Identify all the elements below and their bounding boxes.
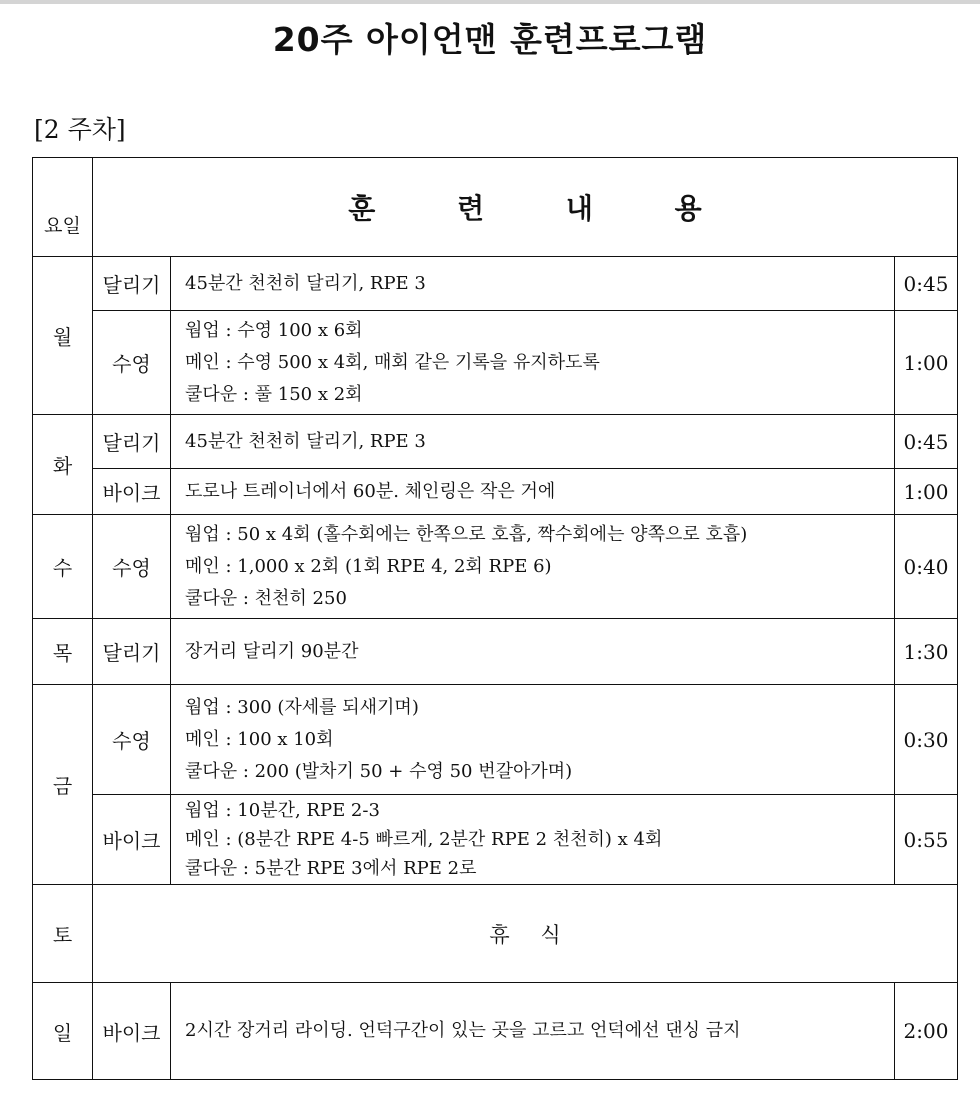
- content-line: 쿨다운 : 천천히 250: [185, 587, 347, 609]
- table-row: [33, 257, 958, 311]
- content-line: 쿨다운 : 200 (발차기 50 + 수영 50 번갈아가며): [185, 760, 573, 782]
- table-row: [33, 885, 958, 983]
- content-line: 45분간 천천히 달리기, RPE 3: [185, 272, 426, 294]
- time-cell: 0:45: [895, 415, 958, 469]
- content-line: 메인 : 1,000 x 2회 (1회 RPE 4, 2회 RPE 6): [185, 555, 552, 577]
- time-cell: 0:30: [895, 685, 958, 795]
- time-cell: 0:55: [895, 795, 958, 885]
- content-line: 쿨다운 : 풀 150 x 2회: [185, 383, 363, 405]
- day-cell: 월: [33, 257, 93, 415]
- day-cell: 수: [33, 515, 93, 619]
- content-cell: [171, 515, 895, 619]
- training-table: [32, 157, 958, 1080]
- content-line: 웜업 : 300 (자세를 되새기며): [185, 696, 419, 718]
- sport-cell: 수영: [93, 311, 171, 415]
- day-cell: 토: [33, 885, 93, 983]
- sport-cell: 수영: [93, 685, 171, 795]
- sport-cell: 바이크: [93, 983, 171, 1080]
- day-cell: 화: [33, 415, 93, 515]
- content-line: 웜업 : 10분간, RPE 2-3: [185, 800, 380, 821]
- document-title: 20주 아이언맨 훈련프로그램: [272, 20, 708, 59]
- day-cell: 금: [33, 685, 93, 885]
- content-line: 2시간 장거리 라이딩. 언덕구간이 있는 곳을 고르고 언덕에선 댄싱 금지: [185, 1020, 741, 1041]
- content-cell: [171, 469, 895, 515]
- content-line: 메인 : 수영 500 x 4회, 매회 같은 기록을 유지하도록: [185, 351, 600, 373]
- table-row: [33, 415, 958, 469]
- time-cell: 1:00: [895, 469, 958, 515]
- day-cell: 목: [33, 619, 93, 685]
- content-cell: [171, 311, 895, 415]
- time-cell: 1:30: [895, 619, 958, 685]
- time-cell: 0:40: [895, 515, 958, 619]
- content-line: 메인 : 100 x 10회: [185, 728, 334, 750]
- content-line: 45분간 천천히 달리기, RPE 3: [185, 430, 426, 452]
- sport-cell: 바이크: [93, 795, 171, 885]
- content-line: 웜업 : 50 x 4회 (홀수회에는 한쪽으로 호흡, 짝수회에는 양쪽으로 호흡): [185, 523, 748, 545]
- content-line: 웜업 : 수영 100 x 6회: [185, 319, 363, 341]
- sport-cell: 달리기: [93, 619, 171, 685]
- day-cell: 일: [33, 983, 93, 1080]
- rest-cell: 휴 식: [93, 885, 958, 983]
- table-row: [33, 515, 958, 619]
- table-row: [33, 469, 958, 515]
- content-line: 쿨다운 : 5분간 RPE 3에서 RPE 2로: [185, 858, 477, 879]
- time-cell: 1:00: [895, 311, 958, 415]
- content-line: 메인 : (8분간 RPE 4-5 빠르게, 2분간 RPE 2 천천히) x 4회: [185, 829, 663, 850]
- sport-cell: 달리기: [93, 257, 171, 311]
- header-content: 훈 련 내 용: [93, 158, 958, 257]
- table-row: [33, 795, 958, 885]
- sport-cell: 수영: [93, 515, 171, 619]
- table-row: [33, 983, 958, 1080]
- table-row: [33, 685, 958, 795]
- content-cell: [171, 619, 895, 685]
- time-cell: 2:00: [895, 983, 958, 1080]
- time-cell: 0:45: [895, 257, 958, 311]
- content-cell: [171, 685, 895, 795]
- sport-cell: 바이크: [93, 469, 171, 515]
- table-header-row: [33, 158, 958, 257]
- table-row: [33, 619, 958, 685]
- header-day: 요일: [33, 158, 93, 257]
- top-border: [0, 0, 980, 4]
- content-cell: [171, 983, 895, 1080]
- content-cell: [171, 795, 895, 885]
- sport-cell: 달리기: [93, 415, 171, 469]
- table-row: [33, 311, 958, 415]
- content-line: 도로나 트레이너에서 60분. 체인링은 작은 거에: [185, 480, 556, 502]
- content-line: 장거리 달리기 90분간: [185, 640, 359, 662]
- week-label: [2 주차]: [34, 115, 126, 144]
- content-cell: [171, 415, 895, 469]
- content-cell: [171, 257, 895, 311]
